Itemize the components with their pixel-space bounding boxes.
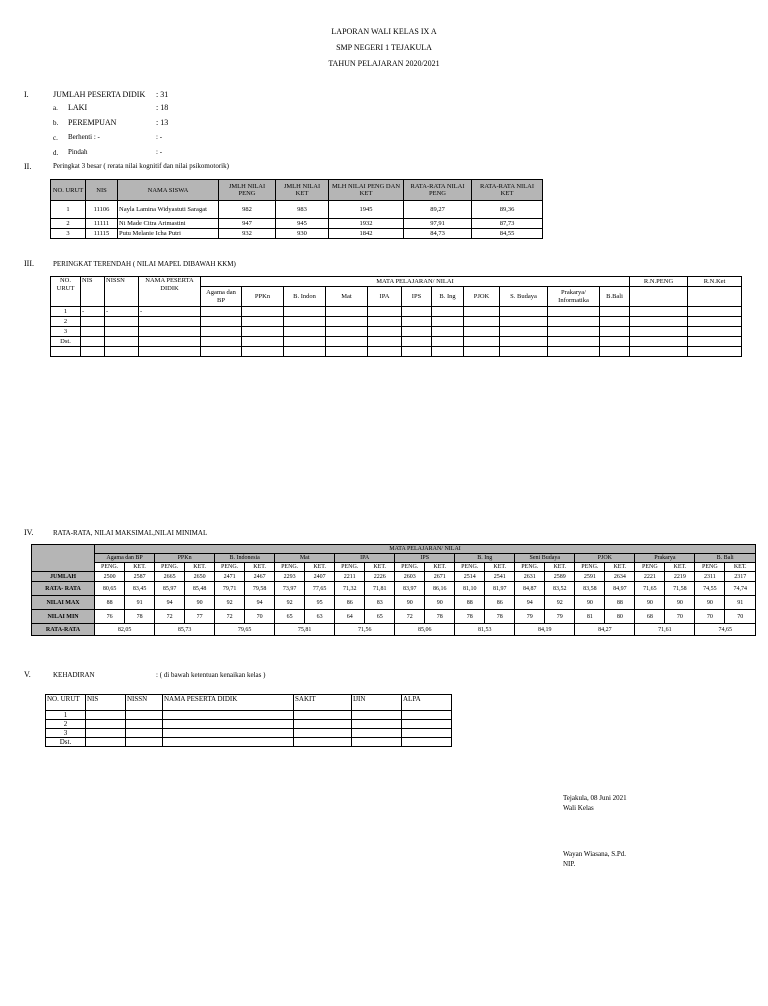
table-header-row bbox=[51, 180, 543, 201]
cell: 2 bbox=[51, 219, 86, 229]
value-cell: 91 bbox=[725, 596, 756, 610]
section2-num: II. bbox=[24, 162, 32, 171]
sub-header: KET. bbox=[605, 563, 635, 572]
section5-title: KEHADIRAN bbox=[53, 671, 95, 679]
value-cell: 90 bbox=[185, 596, 215, 610]
value-cell: 88 bbox=[95, 596, 125, 610]
stats-row bbox=[32, 572, 756, 582]
col-header: NO. URUT bbox=[51, 277, 81, 307]
item-letter: c. bbox=[53, 134, 58, 142]
table-row bbox=[51, 229, 543, 239]
col-header: JMLH NILAI PENG bbox=[219, 180, 276, 201]
lowest-rank-table bbox=[50, 276, 742, 357]
item-value: : - bbox=[156, 148, 163, 156]
value-cell: 68 bbox=[635, 610, 665, 624]
value-cell: 2665 bbox=[155, 572, 185, 582]
sub-header: PENG. bbox=[215, 563, 245, 572]
table-row bbox=[46, 720, 452, 729]
value-cell: 2500 bbox=[95, 572, 125, 582]
sub-header: KET. bbox=[305, 563, 335, 572]
cell: 3 bbox=[46, 729, 86, 738]
value-cell: 71,58 bbox=[665, 582, 695, 596]
average-row bbox=[32, 624, 756, 636]
cell: 11115 bbox=[86, 229, 118, 239]
sub-header-row bbox=[32, 563, 756, 572]
value-cell: 94 bbox=[245, 596, 275, 610]
stats-row bbox=[32, 596, 756, 610]
value-cell: 81 bbox=[575, 610, 605, 624]
cell: 11111 bbox=[86, 219, 118, 229]
stats-row bbox=[32, 610, 756, 624]
value-cell: 70 bbox=[665, 610, 695, 624]
value-cell: 71,32 bbox=[335, 582, 365, 596]
value-cell: 83,52 bbox=[545, 582, 575, 596]
value-cell: 94 bbox=[515, 596, 545, 610]
cell: Dst. bbox=[46, 738, 86, 747]
value-cell: 2650 bbox=[185, 572, 215, 582]
col-header: NAMA SISWA bbox=[118, 180, 219, 201]
row-label: NILAI MIN bbox=[32, 610, 95, 624]
section2-title: Peringkat 3 besar ( rerata nilai kognitif dan nilai psikomotorik) bbox=[53, 162, 229, 170]
cell: 3 bbox=[51, 229, 86, 239]
value-cell: 2541 bbox=[485, 572, 515, 582]
avg-cell: 84,19 bbox=[515, 624, 575, 636]
value-cell: 2587 bbox=[125, 572, 155, 582]
col-header: NIS bbox=[86, 180, 118, 201]
table-row bbox=[51, 347, 742, 357]
row-label: NILAI MAX bbox=[32, 596, 95, 610]
school-name: SMP NEGERI 1 TEJAKULA bbox=[336, 43, 432, 52]
sub-header: KET. bbox=[245, 563, 275, 572]
table-row bbox=[51, 219, 543, 229]
averages-table bbox=[31, 544, 756, 636]
col-header: RATA-RATA NILAI PENG bbox=[404, 180, 472, 201]
value-cell: 2467 bbox=[245, 572, 275, 582]
cell: 945 bbox=[276, 219, 329, 229]
table-header-row bbox=[46, 695, 452, 711]
col-header: RATA-RATA NILAI KET bbox=[472, 180, 543, 201]
row-label: RATA- RATA bbox=[32, 582, 95, 596]
item-value: : 18 bbox=[156, 103, 169, 112]
sub-header: PENG. bbox=[395, 563, 425, 572]
value-cell: 77,65 bbox=[305, 582, 335, 596]
subject-header: Agama dan BP bbox=[95, 554, 155, 563]
value-cell: 90 bbox=[575, 596, 605, 610]
value-cell: 77 bbox=[185, 610, 215, 624]
value-cell: 88 bbox=[455, 596, 485, 610]
value-cell: 94 bbox=[155, 596, 185, 610]
value-cell: 72 bbox=[155, 610, 185, 624]
subject-header: S. Budaya bbox=[500, 287, 548, 307]
col-header: NO. URUT bbox=[46, 695, 86, 711]
col-header: IJIN bbox=[352, 695, 402, 711]
value-cell: 84,87 bbox=[515, 582, 545, 596]
cell: 2 bbox=[51, 317, 81, 327]
value-cell: 65 bbox=[365, 610, 395, 624]
value-cell: 73,97 bbox=[275, 582, 305, 596]
cell: 947 bbox=[219, 219, 276, 229]
subject-header: B. Indon bbox=[284, 287, 326, 307]
avg-cell: 81,53 bbox=[455, 624, 515, 636]
value-cell: 92 bbox=[545, 596, 575, 610]
value-cell: 2211 bbox=[335, 572, 365, 582]
value-cell: 2317 bbox=[725, 572, 756, 582]
value-cell: 84,97 bbox=[605, 582, 635, 596]
col-header: MATA PELAJARAN/ NILAI bbox=[95, 545, 756, 554]
cell bbox=[630, 287, 688, 307]
value-cell: 2591 bbox=[575, 572, 605, 582]
value-cell: 2293 bbox=[275, 572, 305, 582]
subject-header: B.Bali bbox=[600, 287, 630, 307]
value-cell: 70 bbox=[725, 610, 756, 624]
subject-header: IPA bbox=[368, 287, 402, 307]
item-value: : - bbox=[156, 133, 163, 141]
value-cell: 70 bbox=[695, 610, 725, 624]
value-cell: 76 bbox=[95, 610, 125, 624]
cell: 1 bbox=[51, 307, 81, 317]
item-label: LAKI bbox=[68, 103, 88, 112]
table-row bbox=[51, 307, 742, 317]
sub-header: PENG. bbox=[515, 563, 545, 572]
value-cell: 83,45 bbox=[125, 582, 155, 596]
attendance-table bbox=[45, 694, 452, 747]
value-cell: 79,71 bbox=[215, 582, 245, 596]
value-cell: 72 bbox=[215, 610, 245, 624]
section1-total: : 31 bbox=[156, 90, 169, 99]
value-cell: 92 bbox=[215, 596, 245, 610]
avg-cell: 71,56 bbox=[335, 624, 395, 636]
sub-header: KET. bbox=[665, 563, 695, 572]
cell: 982 bbox=[219, 201, 276, 219]
col-header: ALPA bbox=[402, 695, 452, 711]
section5-note: : ( di bawah ketentuan kenaikan kelas ) bbox=[156, 671, 266, 679]
subject-header: Prakarya bbox=[635, 554, 695, 563]
cell: 1 bbox=[46, 711, 86, 720]
value-cell: 2589 bbox=[545, 572, 575, 582]
sub-header: PENG. bbox=[335, 563, 365, 572]
subject-header: PJOK bbox=[464, 287, 500, 307]
cell: 97,91 bbox=[404, 219, 472, 229]
value-cell: 78 bbox=[125, 610, 155, 624]
sub-header: PENG. bbox=[455, 563, 485, 572]
value-cell: 70 bbox=[245, 610, 275, 624]
value-cell: 90 bbox=[665, 596, 695, 610]
value-cell: 2219 bbox=[665, 572, 695, 582]
table-row bbox=[46, 711, 452, 720]
col-header: NAMA PESERTA DIDIK bbox=[139, 277, 201, 307]
value-cell: 88 bbox=[605, 596, 635, 610]
sub-header: PENG bbox=[695, 563, 725, 572]
sub-header: KET. bbox=[185, 563, 215, 572]
value-cell: 86,16 bbox=[425, 582, 455, 596]
subject-header: B. Bali bbox=[695, 554, 756, 563]
value-cell: 2407 bbox=[305, 572, 335, 582]
value-cell: 80 bbox=[605, 610, 635, 624]
item-label: Pindah bbox=[68, 148, 88, 156]
value-cell: 91 bbox=[125, 596, 155, 610]
value-cell: 2603 bbox=[395, 572, 425, 582]
cell: Ni Made Citra Arimastini bbox=[118, 219, 219, 229]
subject-header: PJOK bbox=[575, 554, 635, 563]
row-label: JUMLAH bbox=[32, 572, 95, 582]
cell: 89,27 bbox=[404, 201, 472, 219]
value-cell: 79 bbox=[545, 610, 575, 624]
subject-header: IPS bbox=[402, 287, 432, 307]
table-header-row bbox=[51, 277, 742, 287]
item-label: PEREMPUAN bbox=[68, 118, 117, 127]
cell: 87,73 bbox=[472, 219, 543, 229]
cell: 84,73 bbox=[404, 229, 472, 239]
col-header: R.N.PENG bbox=[630, 277, 688, 287]
cell bbox=[688, 287, 742, 307]
col-header: R.N.Ket bbox=[688, 277, 742, 287]
value-cell: 83,58 bbox=[575, 582, 605, 596]
value-cell: 71,81 bbox=[365, 582, 395, 596]
cell: - bbox=[139, 307, 201, 317]
value-cell: 79,58 bbox=[245, 582, 275, 596]
value-cell: 74,74 bbox=[725, 582, 756, 596]
cell: 2 bbox=[46, 720, 86, 729]
signature-nip: NIP. bbox=[563, 860, 576, 868]
col-header: JMLH NILAI KET bbox=[276, 180, 329, 201]
value-cell: 78 bbox=[425, 610, 455, 624]
value-cell: 74,55 bbox=[695, 582, 725, 596]
subject-header: PPKn bbox=[155, 554, 215, 563]
value-cell: 81,10 bbox=[455, 582, 485, 596]
section3-num: III. bbox=[24, 259, 34, 268]
value-cell: 78 bbox=[485, 610, 515, 624]
col-header: NIS bbox=[86, 695, 126, 711]
item-letter: b. bbox=[53, 119, 59, 127]
cell: 983 bbox=[276, 201, 329, 219]
sub-header: PENG bbox=[635, 563, 665, 572]
table-row bbox=[51, 337, 742, 347]
value-cell: 92 bbox=[275, 596, 305, 610]
value-cell: 85,48 bbox=[185, 582, 215, 596]
value-cell: 64 bbox=[335, 610, 365, 624]
subject-header: Agama dan BP bbox=[201, 287, 242, 307]
value-cell: 2514 bbox=[455, 572, 485, 582]
table-row bbox=[51, 317, 742, 327]
section4-title: RATA-RATA, NILAI MAKSIMAL,NILAI MINIMAL bbox=[53, 529, 208, 537]
cell: 1932 bbox=[329, 219, 404, 229]
col-header: NO. URUT bbox=[51, 180, 86, 201]
value-cell: 79 bbox=[515, 610, 545, 624]
value-cell: 95 bbox=[305, 596, 335, 610]
academic-year: TAHUN PELAJARAN 2020/2021 bbox=[328, 59, 440, 68]
sub-header: KET. bbox=[725, 563, 756, 572]
value-cell: 63 bbox=[305, 610, 335, 624]
cell: 89,36 bbox=[472, 201, 543, 219]
value-cell: 72 bbox=[395, 610, 425, 624]
subject-header: IPS bbox=[395, 554, 455, 563]
value-cell: 90 bbox=[395, 596, 425, 610]
subject-header-row bbox=[32, 554, 756, 563]
section3-title: PERINGKAT TERENDAH ( NILAI MAPEL DIBAWAH KKM) bbox=[53, 260, 236, 268]
section1-num: I. bbox=[24, 90, 29, 99]
sub-header: KET. bbox=[125, 563, 155, 572]
col-header: SAKIT bbox=[294, 695, 352, 711]
sub-header: KET. bbox=[545, 563, 575, 572]
cell: 1945 bbox=[329, 201, 404, 219]
avg-cell: 85,73 bbox=[155, 624, 215, 636]
value-cell: 78 bbox=[455, 610, 485, 624]
col-header: NAMA PESERTA DIDIK bbox=[163, 695, 294, 711]
subject-header: B. Ing bbox=[432, 287, 464, 307]
cell: 3 bbox=[51, 327, 81, 337]
col-header: NIS bbox=[81, 277, 105, 307]
value-cell: 83 bbox=[365, 596, 395, 610]
top3-table bbox=[50, 179, 543, 239]
value-cell: 2471 bbox=[215, 572, 245, 582]
cell: 932 bbox=[219, 229, 276, 239]
subject-header: Mat bbox=[326, 287, 368, 307]
table-row bbox=[46, 729, 452, 738]
value-cell: 85,97 bbox=[155, 582, 185, 596]
table-header-row bbox=[32, 545, 756, 554]
avg-cell: 71,61 bbox=[635, 624, 695, 636]
avg-cell: 79,65 bbox=[215, 624, 275, 636]
cell: 11106 bbox=[86, 201, 118, 219]
sub-header: PENG. bbox=[95, 563, 125, 572]
signature-role: Wali Kelas bbox=[563, 804, 594, 812]
cell: - bbox=[105, 307, 139, 317]
subject-header: Seni Budaya bbox=[515, 554, 575, 563]
item-letter: d. bbox=[53, 149, 59, 157]
sub-header: PENG. bbox=[275, 563, 305, 572]
value-cell: 2634 bbox=[605, 572, 635, 582]
value-cell: 2226 bbox=[365, 572, 395, 582]
sub-header: PENG. bbox=[575, 563, 605, 572]
value-cell: 81,97 bbox=[485, 582, 515, 596]
subject-header: Prakarya/ Informatika bbox=[548, 287, 600, 307]
cell: 1 bbox=[51, 201, 86, 219]
avg-cell: 84,27 bbox=[575, 624, 635, 636]
section5-num: V. bbox=[24, 670, 31, 679]
sub-header: KET. bbox=[365, 563, 395, 572]
value-cell: 90 bbox=[425, 596, 455, 610]
cell: 1842 bbox=[329, 229, 404, 239]
col-header: NISSN bbox=[126, 695, 163, 711]
report-title: LAPORAN WALI KELAS IX A bbox=[331, 27, 437, 36]
value-cell: 2631 bbox=[515, 572, 545, 582]
subject-header: Mat bbox=[275, 554, 335, 563]
value-cell: 90 bbox=[635, 596, 665, 610]
value-cell: 65 bbox=[275, 610, 305, 624]
table-row bbox=[51, 327, 742, 337]
cell: 930 bbox=[276, 229, 329, 239]
item-letter: a. bbox=[53, 104, 58, 112]
avg-cell: 74,65 bbox=[695, 624, 756, 636]
sub-header: KET. bbox=[425, 563, 455, 572]
col-header: NISSN bbox=[105, 277, 139, 307]
col-header: MLH NILAI PENG DAN KET bbox=[329, 180, 404, 201]
subject-header: B. Indonesia bbox=[215, 554, 275, 563]
value-cell: 2311 bbox=[695, 572, 725, 582]
avg-cell: 75,81 bbox=[275, 624, 335, 636]
table-row bbox=[51, 201, 543, 219]
table-row bbox=[46, 738, 452, 747]
cell: - bbox=[81, 307, 105, 317]
value-cell: 2221 bbox=[635, 572, 665, 582]
item-value: : 13 bbox=[156, 118, 169, 127]
signature-place-date: Tejakula, 08 Juni 2021 bbox=[563, 794, 627, 802]
cell: Putu Melanie Icha Putri bbox=[118, 229, 219, 239]
stats-row bbox=[32, 582, 756, 596]
signature-name: Wayan Wiasana, S.Pd. bbox=[563, 850, 626, 858]
section1-title: JUMLAH PESERTA DIDIK bbox=[53, 90, 146, 99]
subject-header: B. Ing bbox=[455, 554, 515, 563]
section4-num: IV. bbox=[24, 528, 34, 537]
sub-header: KET. bbox=[485, 563, 515, 572]
avg-cell: 85,06 bbox=[395, 624, 455, 636]
value-cell: 90 bbox=[695, 596, 725, 610]
cell: Nayla Lamina Widyastuti Saragat bbox=[118, 201, 219, 219]
sub-header: PENG. bbox=[155, 563, 185, 572]
value-cell: 86 bbox=[335, 596, 365, 610]
avg-cell: 82,05 bbox=[95, 624, 155, 636]
col-header: MATA PELAJARAN/ NILAI bbox=[201, 277, 630, 287]
value-cell: 83,97 bbox=[395, 582, 425, 596]
value-cell: 2671 bbox=[425, 572, 455, 582]
cell: Dst. bbox=[51, 337, 81, 347]
subject-header: IPA bbox=[335, 554, 395, 563]
row-label: RATA-RATA bbox=[32, 624, 95, 636]
value-cell: 86 bbox=[485, 596, 515, 610]
subject-header: PPKn bbox=[242, 287, 284, 307]
value-cell: 71,65 bbox=[635, 582, 665, 596]
cell: 84,55 bbox=[472, 229, 543, 239]
item-label: Berhenti : - bbox=[68, 133, 100, 141]
value-cell: 80,65 bbox=[95, 582, 125, 596]
